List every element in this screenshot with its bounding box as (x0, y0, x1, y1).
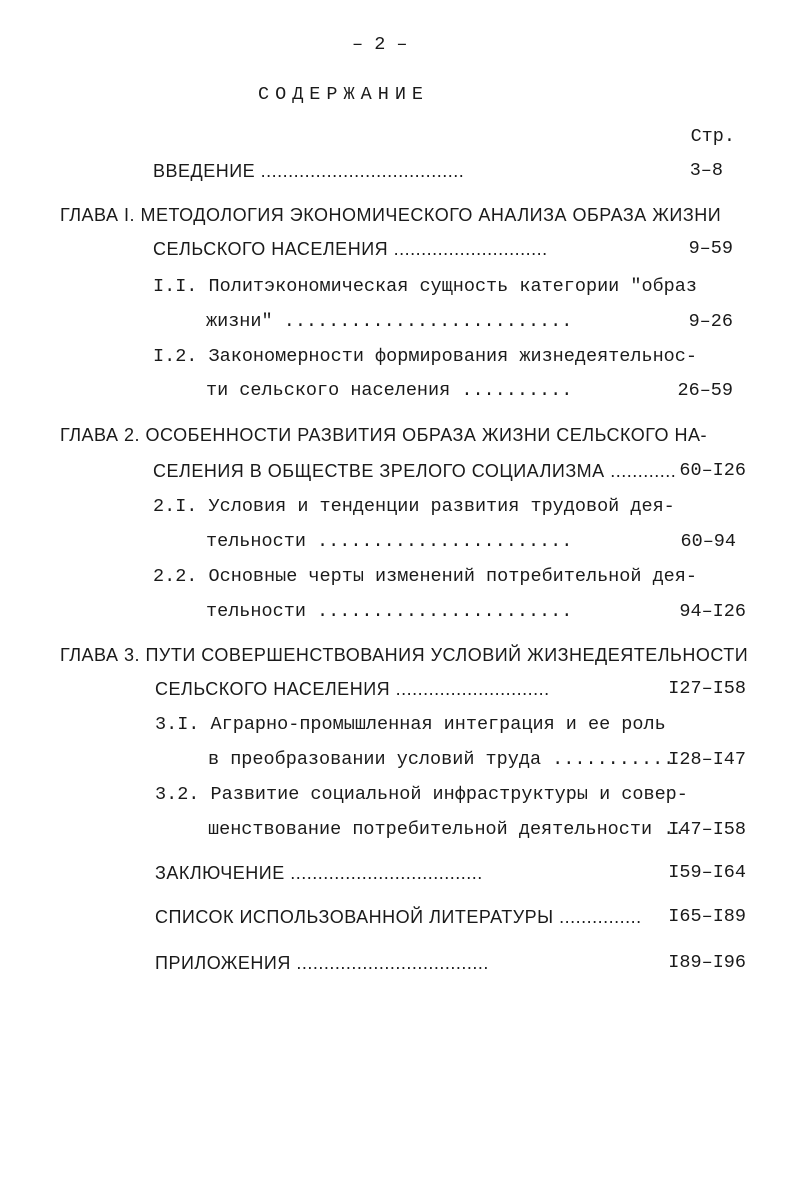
page-number: – 2 – (352, 34, 408, 55)
toc-chapter-2-title: ГЛАВА 2. ОСОБЕННОСТИ РАЗВИТИЯ ОБРАЗА ЖИЗНИ СЕЛЬСКОГО НА- (60, 425, 708, 445)
toc-section-1-2: I.2. Закономерности формирования жизнедеятельнос- (153, 346, 697, 367)
toc-section-2-2: 2.2. Основные черты изменений потребительной дея- (153, 566, 697, 587)
toc-appendix-pages: I89–I96 (668, 952, 746, 973)
toc-section-2-1: 2.I. Условия и тенденции развития трудовой дея- (153, 496, 675, 517)
toc-section-1-2-cont: ти сельского населения .......... (206, 380, 573, 401)
toc-conclusion: ЗАКЛЮЧЕНИЕ ................................... (155, 863, 483, 883)
toc-section-3-2: 3.2. Развитие социальной инфраструктуры и совер- (155, 784, 688, 805)
toc-section-3-2-pages: I47–I58 (668, 819, 746, 840)
toc-conclusion-pages: I59–I64 (668, 862, 746, 883)
toc-section-1-1-pages: 9–26 (688, 311, 733, 332)
toc-intro: ВВЕДЕНИЕ ..................................... (153, 161, 465, 181)
toc-chapter-1-title: ГЛАВА I. МЕТОДОЛОГИЯ ЭКОНОМИЧЕСКОГО АНАЛИЗА ОБРАЗА ЖИЗНИ (60, 205, 722, 225)
toc-section-3-2-cont: шенствование потребительной деятельности .. (208, 819, 686, 840)
toc-section-2-2-cont: тельности ....................... (206, 601, 573, 622)
toc-section-3-1-cont: в преобразовании условий труда ........... (208, 749, 675, 770)
toc-chapter-3-title: ГЛАВА 3. ПУТИ СОВЕРШЕНСТВОВАНИЯ УСЛОВИЙ ЖИЗНЕДЕЯТЕЛЬНОСТИ (60, 645, 749, 665)
toc-chapter-1-title-cont: СЕЛЬСКОГО НАСЕЛЕНИЯ ............................ (153, 239, 548, 259)
toc-chapter-2-title-cont: СЕЛЕНИЯ В ОБЩЕСТВЕ ЗРЕЛОГО СОЦИАЛИЗМА ............ (153, 461, 677, 481)
toc-section-2-2-pages: 94–I26 (679, 601, 746, 622)
toc-intro-pages: 3–8 (689, 160, 723, 181)
toc-references-pages: I65–I89 (668, 906, 746, 927)
toc-section-2-1-pages: 60–94 (680, 531, 736, 552)
pages-column-header: Стр. (690, 126, 735, 147)
toc-appendix: ПРИЛОЖЕНИЯ ................................... (155, 953, 489, 973)
toc-section-2-1-cont: тельности ....................... (206, 531, 573, 552)
toc-references: СПИСОК ИСПОЛЬЗОВАННОЙ ЛИТЕРАТУРЫ ............... (155, 907, 642, 927)
toc-chapter-1-pages: 9–59 (688, 238, 733, 259)
toc-section-3-1: 3.I. Аграрно-промышленная интеграция и ее роль (155, 714, 666, 735)
toc-section-1-1: I.I. Политэкономическая сущность категории "образ (153, 276, 697, 297)
toc-section-1-1-cont: жизни" .......................... (206, 311, 573, 332)
toc-title: СОДЕРЖАНИЕ (258, 84, 430, 105)
toc-section-1-2-pages: 26–59 (677, 380, 733, 401)
toc-chapter-2-pages: 60–I26 (679, 460, 746, 481)
toc-chapter-3-pages: I27–I58 (668, 678, 746, 699)
toc-section-3-1-pages: I28–I47 (668, 749, 746, 770)
toc-chapter-3-title-cont: СЕЛЬСКОГО НАСЕЛЕНИЯ ............................ (155, 679, 550, 699)
